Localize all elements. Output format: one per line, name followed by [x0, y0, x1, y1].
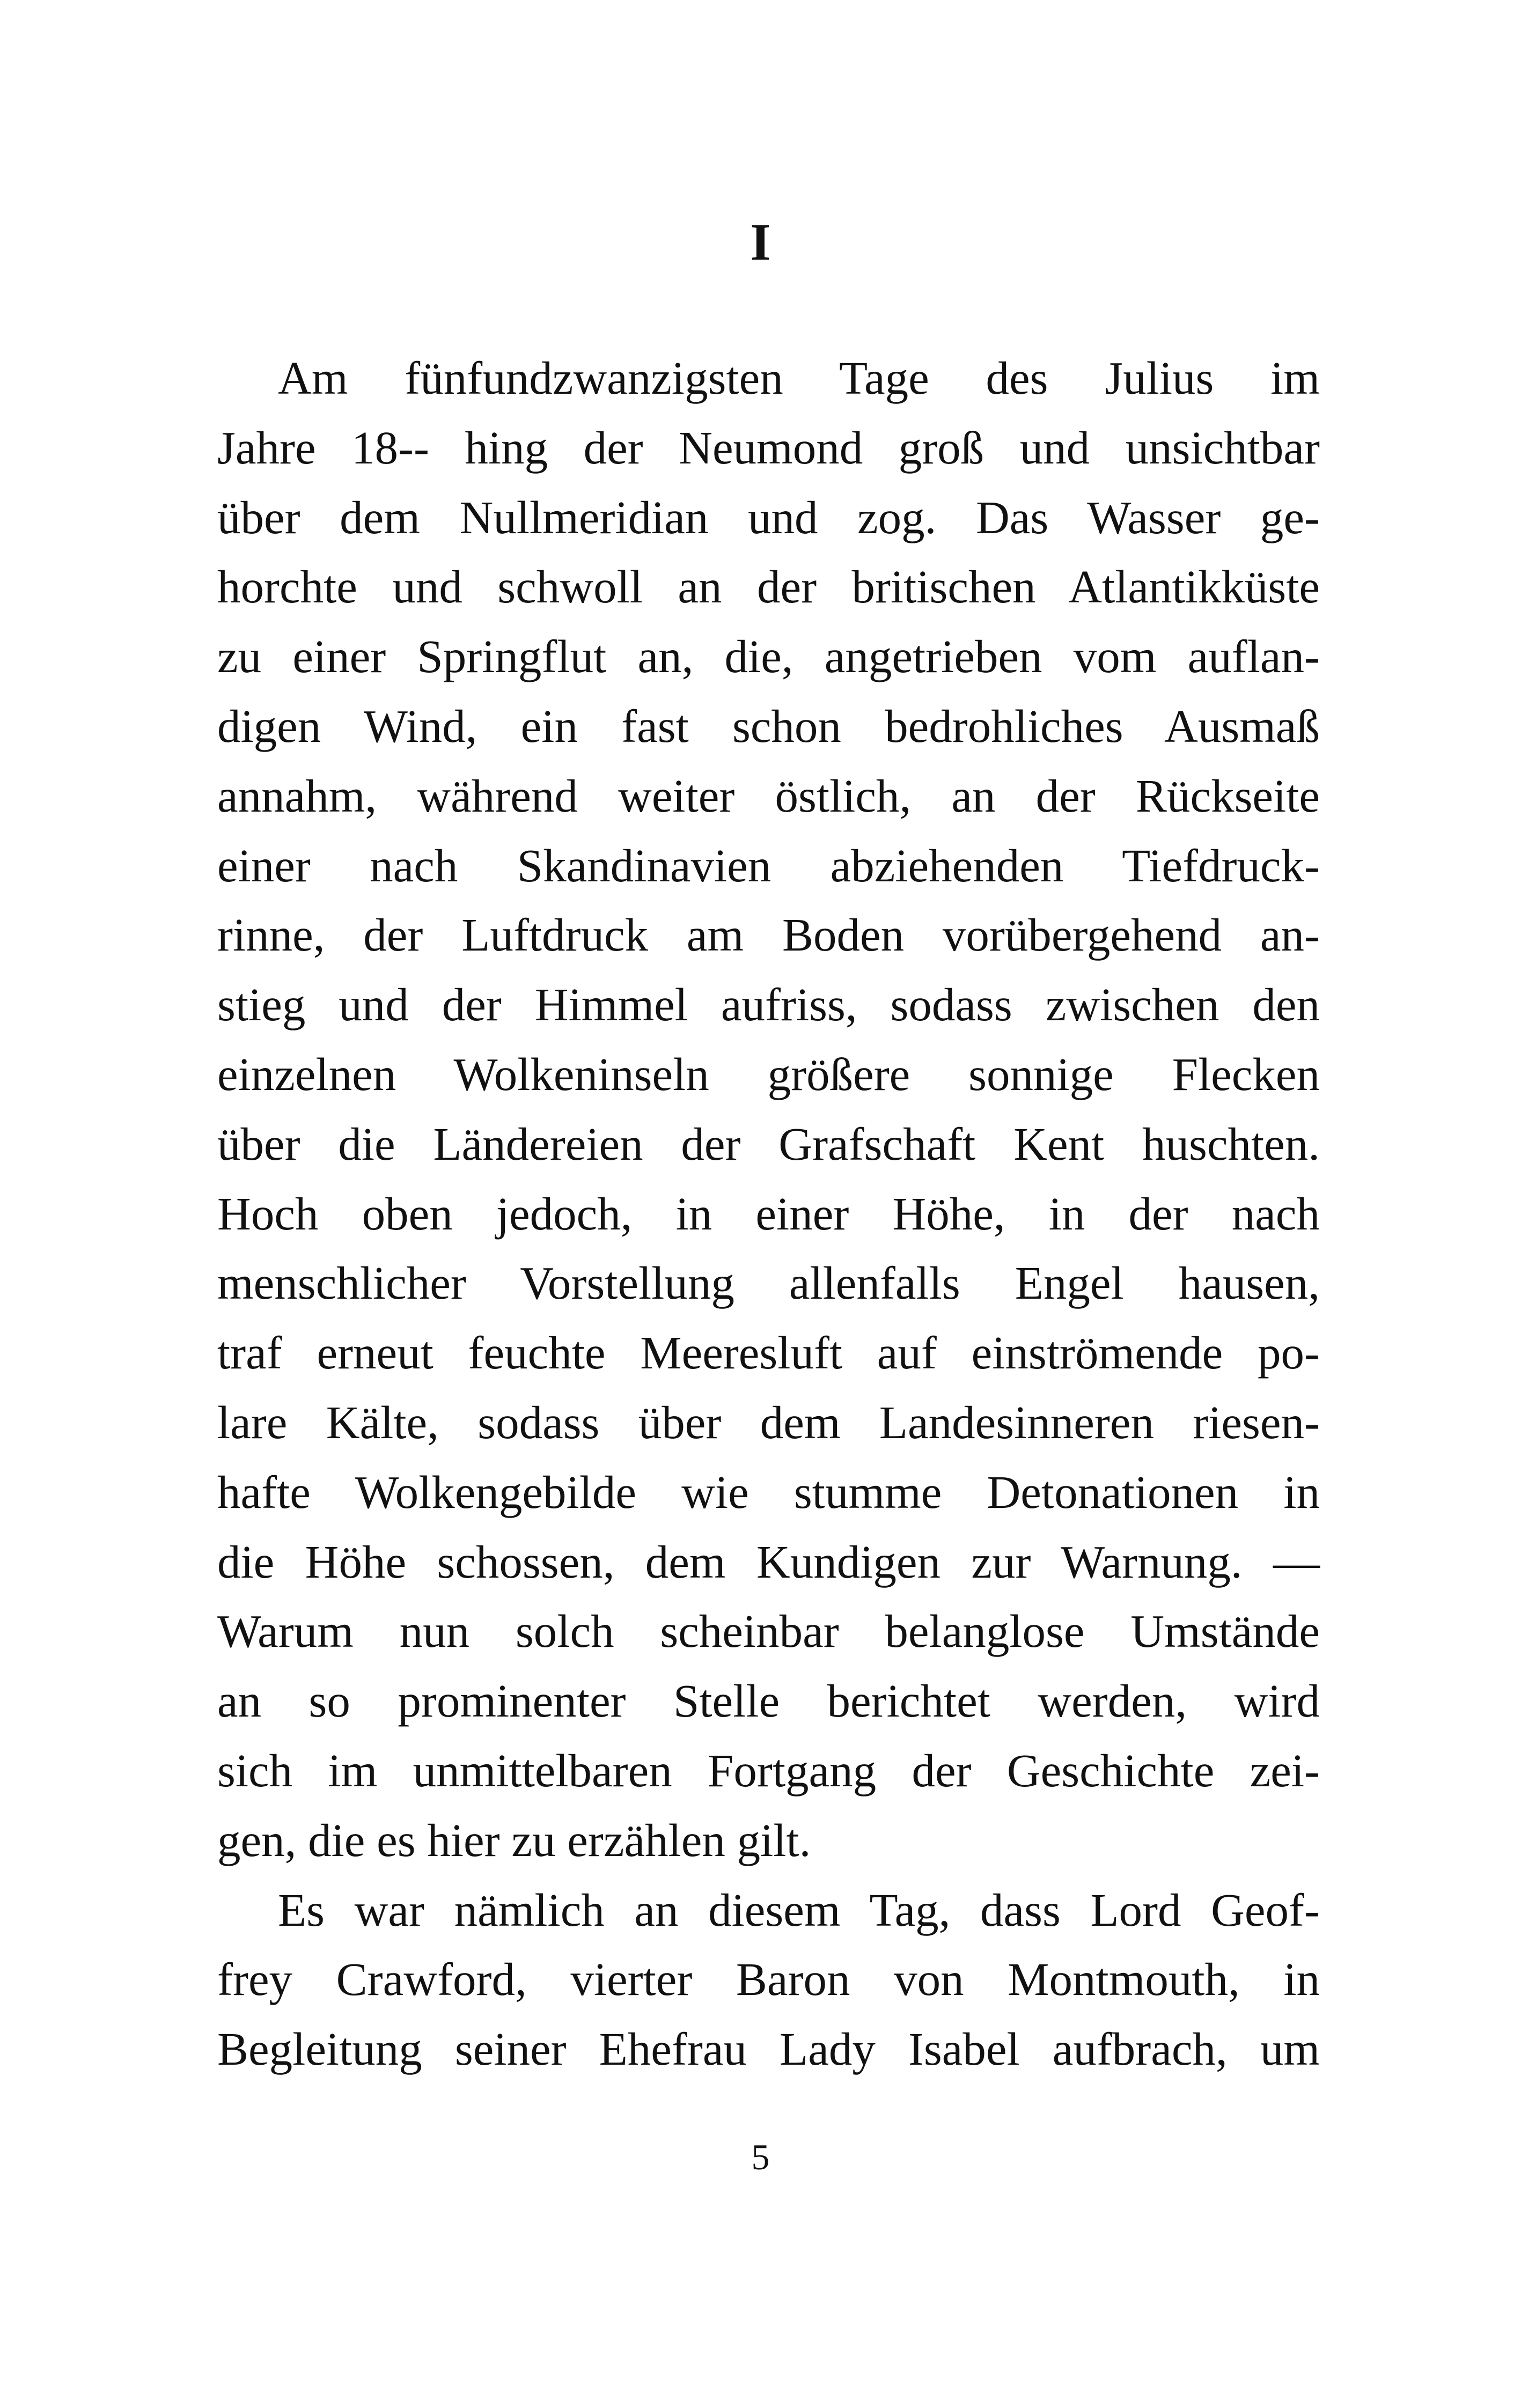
text-line: über die Ländereien der Grafschaft Kent huschten.	[217, 1117, 1320, 1170]
text-line: digen Wind, ein fast schon bedrohliches Ausmaß	[217, 699, 1320, 752]
text-line: rinne, der Luftdruck am Boden vorübergehend an-	[217, 909, 1320, 961]
text-line: die Höhe schossen, dem Kundigen zur Warnung. —	[217, 1535, 1320, 1588]
text-line: Am fünfundzwanzigsten Tage des Julius im	[278, 352, 1320, 404]
chapter-heading: I	[750, 213, 771, 271]
text-line: stieg und der Himmel aufriss, sodass zwischen den	[217, 978, 1320, 1031]
text-line: lare Kälte, sodass über dem Landesinneren riesen-	[217, 1396, 1320, 1448]
text-line: einzelnen Wolkeninseln größere sonnige Flecken	[217, 1048, 1320, 1100]
text-line: über dem Nullmeridian und zog. Das Wasser ge-	[217, 491, 1320, 543]
text-line: einer nach Skandinavien abziehenden Tiefdruck-	[217, 839, 1320, 892]
text-line: Begleitung seiner Ehefrau Lady Isabel aufbrach, um	[217, 2023, 1320, 2075]
text-line: hafte Wolkengebilde wie stumme Detonationen in	[217, 1466, 1320, 1518]
text-line: Jahre 18-- hing der Neumond groß und unsichtbar	[217, 421, 1320, 474]
text-line: menschlicher Vorstellung allenfalls Engel hausen,	[217, 1257, 1320, 1309]
paragraph-2	[217, 1875, 1320, 2084]
text-line: traf erneut feuchte Meeresluft auf einströmende po-	[217, 1327, 1320, 1379]
body-text	[217, 343, 1320, 2084]
text-line: frey Crawford, vierter Baron von Montmouth, in	[217, 1953, 1320, 2006]
text-line: Es war nämlich an diesem Tag, dass Lord Geof-	[278, 1883, 1320, 1936]
text-line: zu einer Springflut an, die, angetrieben vom auflan-	[217, 630, 1320, 683]
text-line: annahm, während weiter östlich, an der Rückseite	[217, 769, 1320, 822]
paragraph-1	[217, 343, 1320, 1875]
text-line: gen, die es hier zu erzählen gilt.	[217, 1814, 811, 1866]
text-line: Warum nun solch scheinbar belanglose Umstände	[217, 1605, 1320, 1658]
page-number: 5	[751, 2137, 770, 2177]
text-line: horchte und schwoll an der britischen Atlantikküste	[217, 561, 1320, 613]
text-line: an so prominenter Stelle berichtet werden, wird	[217, 1675, 1320, 1727]
text-line: Hoch oben jedoch, in einer Höhe, in der nach	[217, 1187, 1320, 1240]
text-line: sich im unmittelbaren Fortgang der Geschichte zei-	[217, 1744, 1320, 1796]
